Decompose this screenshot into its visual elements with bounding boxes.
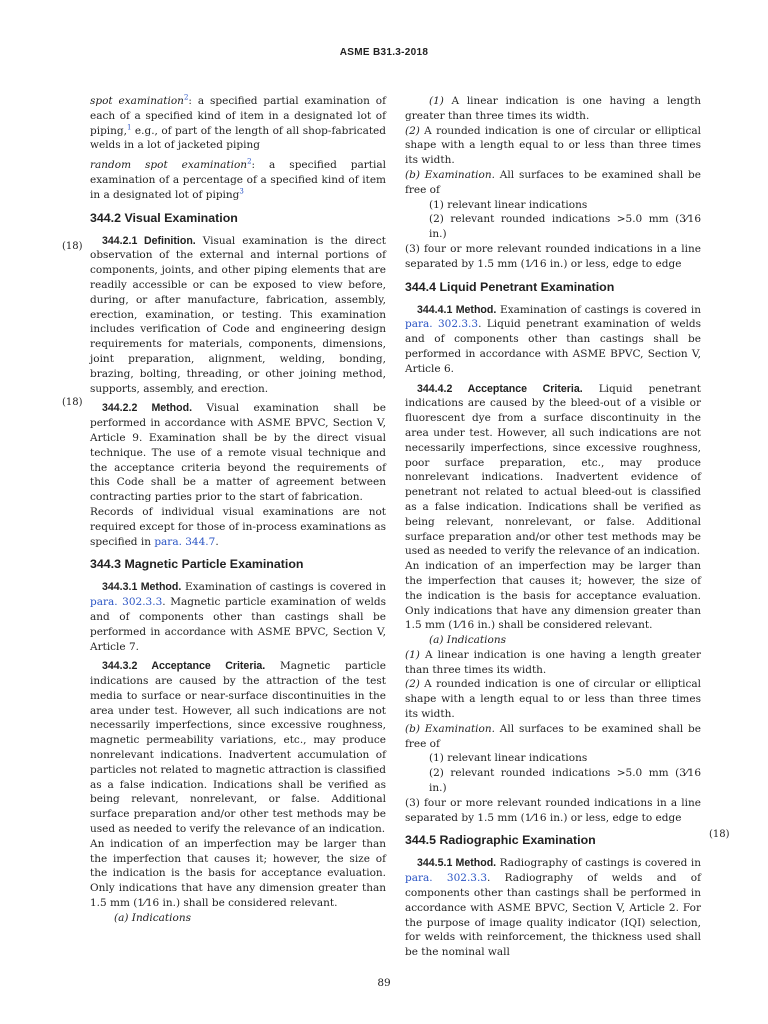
paragraph-indication-size: An indication of an imperfection may be larger than the imperfection that causes it; however, the size of the indication is the basis for acceptance evaluation. Only indications that have any dimension greater than 1.5 mm (1⁄16 in.) shall be considered relevant. — [90, 837, 386, 910]
paragraph-344-2-1: 344.2.1 Definition. Visual examination is the direct observation of the external and internal portions of components, joints, and other piping elements that are readily accessible or can be exposed to view before, during, or after manufacture, fabrication, assembly, erection, examination, or testing. This examination includes verification of Code and engineering design requirements for materials, components, dimensions, joint preparation, alignment, welding, bonding, brazing, bolting, threading, or other joining method, supports, assembly, and erection. — [90, 234, 386, 395]
section-heading-344-4: 344.4 Liquid Penetrant Examination — [405, 279, 615, 294]
list-item: (1) relevant linear indications — [429, 752, 588, 765]
list-item: (3) four or more relevant rounded indications in a line separated by 1.5 mm (1⁄16 in.) or less, edge to edge — [405, 796, 701, 824]
list-item-indications: (a) Indications — [114, 911, 191, 924]
list-item-examination: (b) Examination. All surfaces to be examined shall be free of — [405, 168, 701, 196]
paragraph-records: Records of individual visual examinations are not required except for those of in-process examinations as specified in para. 344.7. — [90, 505, 386, 548]
paragraph-344-2-2: 344.2.2 Method. Visual examination shall be performed in accordance with ASME BPVC, Section V, Article 9. Examination shall be by the direct visual technique. The use of a remote visual technique and the acceptance criteria beyond the requirements of this Code shall be a matter of agreement between contracting parties prior to the start of fabrication. — [90, 402, 386, 504]
paragraph-344-4-1: 344.4.1 Method. Examination of castings is covered in para. 302.3.3. Liquid penetrant examination of welds and of components other than castings shall be performed in accordance with ASME BPVC, Section V, Article 6. — [405, 303, 702, 375]
paragraph-344-3-1: 344.3.1 Method. Examination of castings is covered in para. 302.3.3. Magnetic particle examination of welds and of components other than castings shall be performed in accordance with ASME BPVC, Section V, Article 7. — [90, 581, 387, 653]
definition-spot-examination: spot examination$^2$: a specified partial examination of each of a specified kind of item in a designated lot of piping,$^1$ e.g., of part of the length of all shop-fabricated welds in a lot of jacketed piping — [90, 93, 386, 152]
section-heading-344-3: 344.3 Magnetic Particle Examination — [90, 557, 304, 572]
list-item: (1) A linear indication is one having a length greater than three times its width. — [405, 95, 701, 122]
right-column — [405, 94, 701, 960]
paragraph-344-3-2: 344.3.2 Acceptance Criteria. Magnetic particle indications are caused by the attraction of the test media to surface or near-surface discontinuities in the area under test. However, all such indications are not necessarily imperfections, since excessive roughness, magnetic permeability variations, etc., may produce nonrelevant indications. Inadvertent accumulation of particles not related to magnetic attraction is classified as a false indication. Indications shall be verified as being relevant, nonrelevant, or false. Additional surface preparation and/or other test methods may be used as needed to verify the relevance of an indication. — [90, 660, 386, 836]
link-para-344-7[interactable]: para. 344.7 — [154, 535, 216, 548]
definition-random-spot-examination: random spot examination$^2$: a specified partial examination of a percentage of a specified kind of item in a designated lot of piping$^3$ — [90, 157, 386, 201]
list-item: (2) A rounded indication is one of circular or elliptical shape with a length equal to or less than three times its width. — [405, 678, 701, 721]
link-para-302-3-3[interactable]: para. 302.3.3 — [90, 596, 163, 609]
revision-mark: (18) — [62, 241, 83, 252]
revision-mark: (18) — [709, 829, 730, 840]
list-item: (3) four or more relevant rounded indications in a line separated by 1.5 mm (1⁄16 in.) or less, edge to edge — [405, 242, 701, 270]
section-heading-344-5: 344.5 Radiographic Examination — [405, 833, 596, 848]
running-header: ASME B31.3-2018 — [339, 47, 429, 58]
revision-mark: (18) — [62, 397, 83, 408]
paragraph-indication-size: An indication of an imperfection may be larger than the imperfection that causes it; however, the size of the indication is the basis for acceptance evaluation. Only indications that have any dimension greater than 1.5 mm (1⁄16 in.) shall be considered relevant. — [405, 560, 701, 632]
page-number: 89 — [377, 977, 391, 989]
list-item: (1) relevant linear indications — [429, 198, 588, 211]
link-para-302-3-3[interactable]: para. 302.3.3 — [405, 318, 479, 331]
section-heading-344-2: 344.2 Visual Examination — [90, 210, 238, 225]
list-item: (2) relevant rounded indications >5.0 mm (3⁄16 in.) — [429, 767, 701, 795]
list-item-examination: (b) Examination. All surfaces to be examined shall be free of — [405, 722, 701, 750]
list-item: (2) relevant rounded indications >5.0 mm (3⁄16 in.) — [429, 213, 701, 241]
link-para-302-3-3[interactable]: para. 302.3.3 — [405, 872, 487, 885]
paragraph-344-5-1: 344.5.1 Method. Radiography of castings is covered in para. 302.3.3. Radiography of welds and of components other than castings shall be performed in accordance with ASME BPVC, Section V, Article 2. For the purpose of image quality indicator (IQI) selection, for welds with reinforcement, the thickness used shall be the nominal wall — [405, 857, 702, 959]
list-item: (1) A linear indication is one having a length greater than three times its width. — [405, 648, 701, 676]
paragraph-344-4-2: 344.4.2 Acceptance Criteria. Liquid penetrant indications are caused by the bleed-out of a visible or fluorescent dye from a surface discontinuity in the area under test. However, all such indications are not necessarily imperfections, since excessive roughness, poor surface preparation, etc., may produce nonrelevant indications. Inadvertent evidence of penetrant not related to actual bleed-out is classified as a false indication. Indications shall be verified as being relevant, nonrelevant, or false. Additional surface preparation and/or other test methods may be used as needed to verify the relevance of an indication. — [405, 382, 701, 558]
list-item: (2) A rounded indication is one of circular or elliptical shape with a length equal to or less than three times its width. — [405, 124, 701, 167]
left-column — [90, 94, 386, 926]
list-item-indications: (a) Indications — [429, 634, 506, 647]
